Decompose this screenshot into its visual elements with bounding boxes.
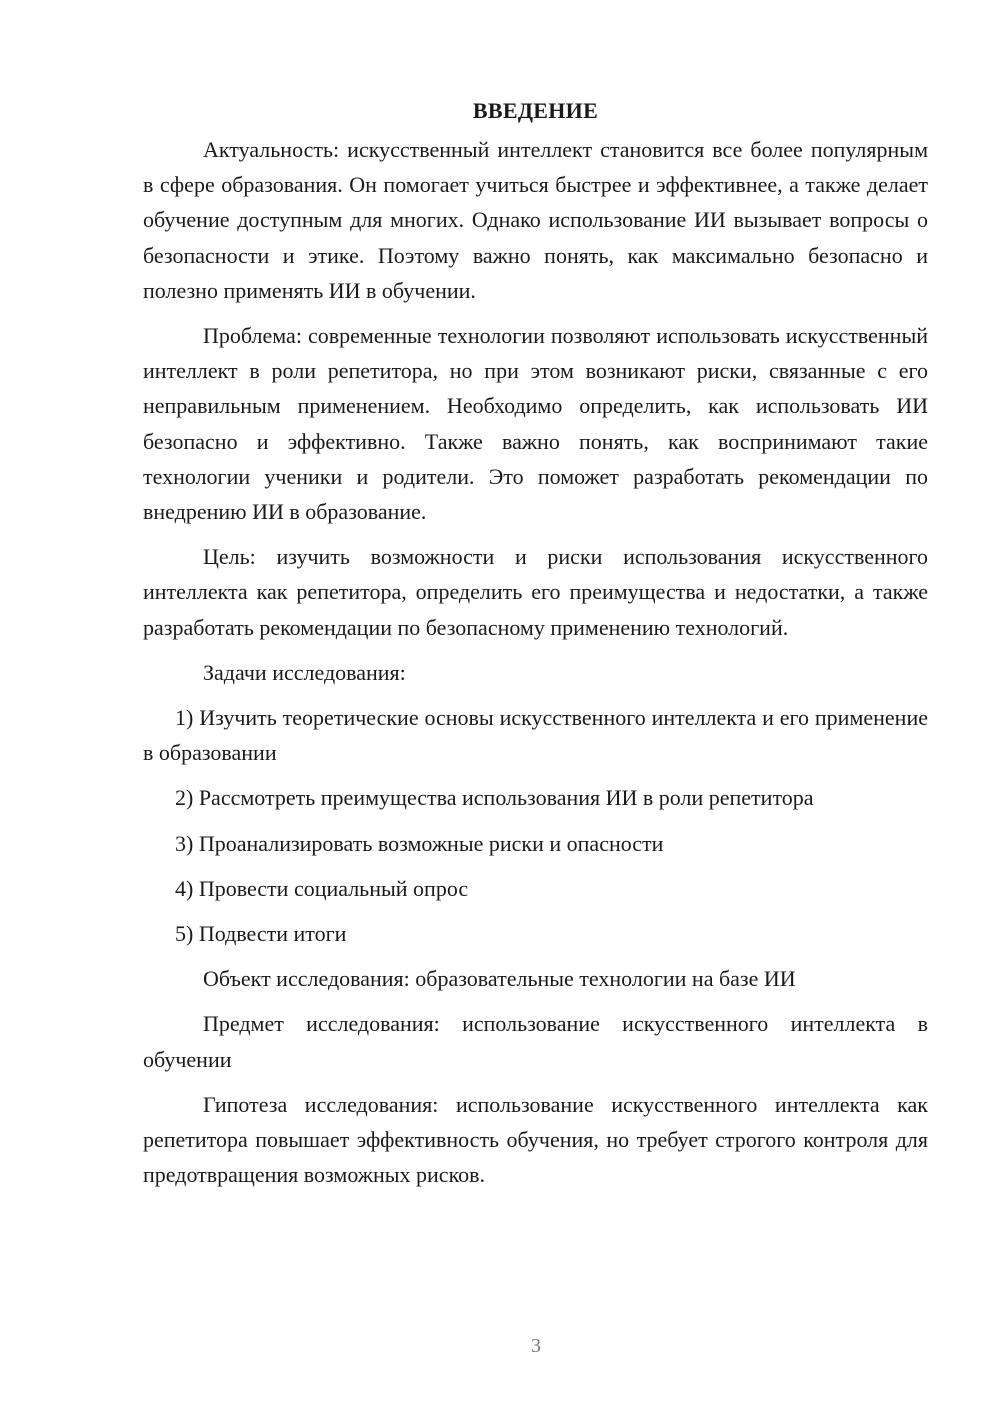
- paragraph-hypothesis: Гипотеза исследования: использование искусственного интеллекта как репетитора повышает эффективность обучения, но требует строгого контроля для предотвращения возможных рисков.: [143, 1091, 928, 1188]
- document-page: [143, 93, 928, 1202]
- paragraph-problem: Проблема: современные технологии позволяют использовать искусственный интеллект в роли репетитора, но при этом возникают риски, связанные с его неправильным применением. Необходимо определить, как использовать ИИ безопасно и эффективно. Также важно понять, как воспринимают такие технологии ученики и родители. Это поможет разработать рекомендации по внедрению ИИ в образование.: [143, 323, 928, 525]
- list-item: 4) Провести социальный опрос: [175, 875, 469, 901]
- paragraph-object: Объект исследования: образовательные технологии на базе ИИ: [203, 966, 796, 992]
- list-item: 2) Рассмотреть преимущества использования ИИ в роли репетитора: [175, 785, 814, 811]
- list-item: 5) Подвести итоги: [175, 921, 347, 947]
- list-item: 3) Проанализировать возможные риски и опасности: [175, 830, 664, 856]
- paragraph-subject: Предмет исследования: использование искусственного интеллекта в обучении: [143, 1011, 928, 1072]
- list-item: 1) Изучить теоретические основы искусственного интеллекта и его применение в образовании: [143, 705, 928, 766]
- page-title: ВВЕДЕНИЕ: [472, 98, 599, 123]
- paragraph-goal: Цель: изучить возможности и риски использования искусственного интеллекта как репетитора, определить его преимущества и недостатки, а также разработать рекомендации по безопасному применению технологий.: [143, 544, 928, 640]
- task-list: [143, 700, 928, 951]
- page-number: 3: [531, 1335, 541, 1357]
- paragraph-tasks-heading: Задачи исследования:: [203, 659, 406, 685]
- paragraph-relevance: Актуальность: искусственный интеллект становится все более популярным в сфере образования. Он помогает учиться быстрее и эффективнее, а также делает обучение доступным для многих. Однако использование ИИ вызывает вопросы о безопасности и этике. Поэтому важно понять, как максимально безопасно и полезно применять ИИ в обучении.: [143, 137, 928, 303]
